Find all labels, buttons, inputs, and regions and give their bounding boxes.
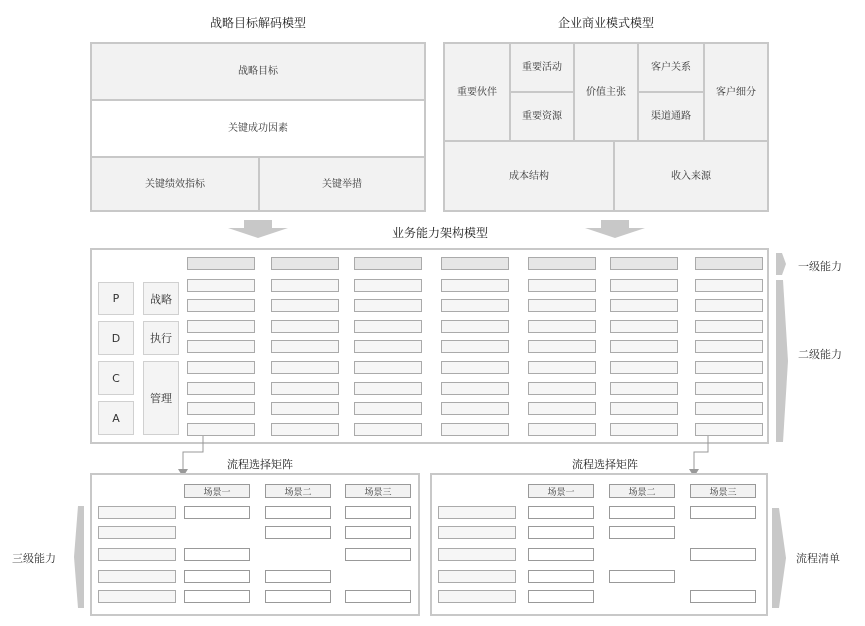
scene-cell xyxy=(345,590,411,603)
level1-chevron-icon xyxy=(776,253,786,275)
pdca-d: D xyxy=(98,321,134,355)
level1-capability-cell xyxy=(187,257,255,270)
scene-header: 场景一 xyxy=(184,484,250,498)
scene-cell xyxy=(265,506,331,519)
level2-capability-cell xyxy=(695,423,763,436)
level1-label: 一级能力 xyxy=(798,260,842,273)
scene-cell xyxy=(528,570,594,583)
level1-capability-cell xyxy=(695,257,763,270)
level3-capability-cell xyxy=(98,506,176,519)
level2-capability-cell xyxy=(354,361,422,374)
level2-capability-cell xyxy=(528,402,596,415)
level2-capability-cell xyxy=(187,382,255,395)
level2-capability-cell xyxy=(528,361,596,374)
level3-capability-cell xyxy=(98,570,176,583)
business-model xyxy=(443,42,769,212)
level2-capability-cell xyxy=(695,382,763,395)
process-list-chevron-icon xyxy=(772,508,786,608)
level1-capability-cell xyxy=(271,257,339,270)
level2-capability-cell xyxy=(695,299,763,312)
level2-capability-cell xyxy=(354,402,422,415)
level2-capability-cell xyxy=(441,320,509,333)
kpi-box: 关键绩效指标 xyxy=(92,158,260,210)
level2-capability-cell xyxy=(187,279,255,292)
level3-capability-cell xyxy=(438,548,516,561)
level2-capability-cell xyxy=(271,340,339,353)
level3-capability-cell xyxy=(98,548,176,561)
strategy-goal-box: 战略目标 xyxy=(92,44,424,101)
value-proposition-box: 价值主张 xyxy=(575,44,639,142)
process-matrix-left xyxy=(90,473,420,616)
scene-cell xyxy=(528,526,594,539)
process-matrix-right xyxy=(430,473,768,616)
group-execution: 执行 xyxy=(143,321,179,355)
scene-cell xyxy=(528,548,594,561)
scene-cell xyxy=(184,506,250,519)
strategy-model xyxy=(90,42,426,212)
level3-capability-cell xyxy=(438,506,516,519)
level2-capability-cell xyxy=(271,382,339,395)
level2-capability-cell xyxy=(441,423,509,436)
level2-capability-cell xyxy=(695,320,763,333)
scene-cell xyxy=(609,570,675,583)
pdca-p: P xyxy=(98,282,134,315)
level2-capability-cell xyxy=(271,361,339,374)
revenue-streams-box: 收入来源 xyxy=(615,142,767,210)
level3-capability-cell xyxy=(438,526,516,539)
group-management: 管理 xyxy=(143,361,179,435)
level2-capability-cell xyxy=(271,279,339,292)
level2-capability-cell xyxy=(528,279,596,292)
level2-capability-cell xyxy=(441,340,509,353)
scene-cell xyxy=(345,526,411,539)
business-model-title: 企业商业模式模型 xyxy=(557,16,654,30)
level2-capability-cell xyxy=(271,423,339,436)
level2-capability-cell xyxy=(441,279,509,292)
key-resources-box: 重要资源 xyxy=(511,93,575,142)
level2-capability-cell xyxy=(695,279,763,292)
cost-structure-box: 成本结构 xyxy=(445,142,615,210)
level1-capability-cell xyxy=(354,257,422,270)
capability-model-title: 业务能力架构模型 xyxy=(391,226,488,240)
customer-relations-box: 客户关系 xyxy=(639,44,705,93)
scene-header: 场景三 xyxy=(345,484,411,498)
scene-cell xyxy=(265,570,331,583)
level2-capability-cell xyxy=(354,299,422,312)
level3-capability-cell xyxy=(438,590,516,603)
level2-capability-cell xyxy=(610,320,678,333)
scene-cell xyxy=(609,526,675,539)
level2-capability-cell xyxy=(187,423,255,436)
scene-cell xyxy=(609,506,675,519)
level2-capability-cell xyxy=(695,361,763,374)
process-list-label: 流程清单 xyxy=(796,552,840,565)
scene-cell xyxy=(345,548,411,561)
scene-cell xyxy=(528,590,594,603)
arrow-down-right-icon xyxy=(585,220,645,240)
scene-header: 场景二 xyxy=(609,484,675,498)
level2-capability-cell xyxy=(354,279,422,292)
key-activities-box: 重要活动 xyxy=(511,44,575,93)
level2-label: 二级能力 xyxy=(798,348,842,361)
scene-header: 场景一 xyxy=(528,484,594,498)
scene-cell xyxy=(184,548,250,561)
channels-box: 渠道通路 xyxy=(639,93,705,142)
level2-capability-cell xyxy=(187,340,255,353)
matrix-right-title: 流程选择矩阵 xyxy=(572,458,638,471)
level2-capability-cell xyxy=(610,382,678,395)
level2-capability-cell xyxy=(187,361,255,374)
level2-capability-cell xyxy=(528,320,596,333)
level2-capability-cell xyxy=(354,423,422,436)
pdca-a: A xyxy=(98,401,134,435)
level3-chevron-icon xyxy=(74,506,84,608)
level2-capability-cell xyxy=(271,299,339,312)
scene-cell xyxy=(184,570,250,583)
scene-cell xyxy=(690,548,756,561)
level2-capability-cell xyxy=(441,361,509,374)
level2-capability-cell xyxy=(187,299,255,312)
key-success-factors-box: 关键成功因素 xyxy=(92,101,424,158)
key-measures-box: 关键举措 xyxy=(260,158,424,210)
strategy-model-title: 战略目标解码模型 xyxy=(209,16,306,30)
level2-capability-cell xyxy=(610,423,678,436)
level1-capability-cell xyxy=(441,257,509,270)
matrix-left-title: 流程选择矩阵 xyxy=(227,458,293,471)
level2-capability-cell xyxy=(695,340,763,353)
level2-capability-cell xyxy=(187,320,255,333)
level3-capability-cell xyxy=(438,570,516,583)
level1-capability-cell xyxy=(528,257,596,270)
scene-header: 场景三 xyxy=(690,484,756,498)
level2-capability-cell xyxy=(354,382,422,395)
level2-capability-cell xyxy=(695,402,763,415)
level2-capability-cell xyxy=(441,299,509,312)
group-strategy: 战略 xyxy=(143,282,179,315)
scene-cell xyxy=(265,526,331,539)
level2-capability-cell xyxy=(528,382,596,395)
level2-capability-cell xyxy=(528,299,596,312)
scene-cell xyxy=(184,590,250,603)
scene-cell xyxy=(265,590,331,603)
level2-capability-cell xyxy=(528,423,596,436)
level2-capability-cell xyxy=(610,361,678,374)
scene-cell xyxy=(528,506,594,519)
level2-capability-cell xyxy=(441,402,509,415)
arrow-down-left-icon xyxy=(228,220,288,240)
level2-capability-cell xyxy=(271,402,339,415)
pdca-c: C xyxy=(98,361,134,395)
level2-capability-cell xyxy=(354,340,422,353)
level3-capability-cell xyxy=(98,526,176,539)
level1-capability-cell xyxy=(610,257,678,270)
level2-capability-cell xyxy=(441,382,509,395)
scene-cell xyxy=(345,506,411,519)
level2-capability-cell xyxy=(610,402,678,415)
scene-cell xyxy=(690,506,756,519)
key-partners-box: 重要伙伴 xyxy=(445,44,511,142)
capability-model xyxy=(90,248,769,444)
level2-capability-cell xyxy=(610,299,678,312)
level2-capability-cell xyxy=(528,340,596,353)
scene-header: 场景二 xyxy=(265,484,331,498)
customer-segments-box: 客户细分 xyxy=(705,44,767,142)
level2-capability-cell xyxy=(354,320,422,333)
scene-cell xyxy=(690,590,756,603)
level2-capability-cell xyxy=(610,340,678,353)
level2-capability-cell xyxy=(271,320,339,333)
level2-chevron-icon xyxy=(776,280,788,442)
level3-capability-cell xyxy=(98,590,176,603)
level3-label: 三级能力 xyxy=(12,552,56,565)
level2-capability-cell xyxy=(187,402,255,415)
level2-capability-cell xyxy=(610,279,678,292)
